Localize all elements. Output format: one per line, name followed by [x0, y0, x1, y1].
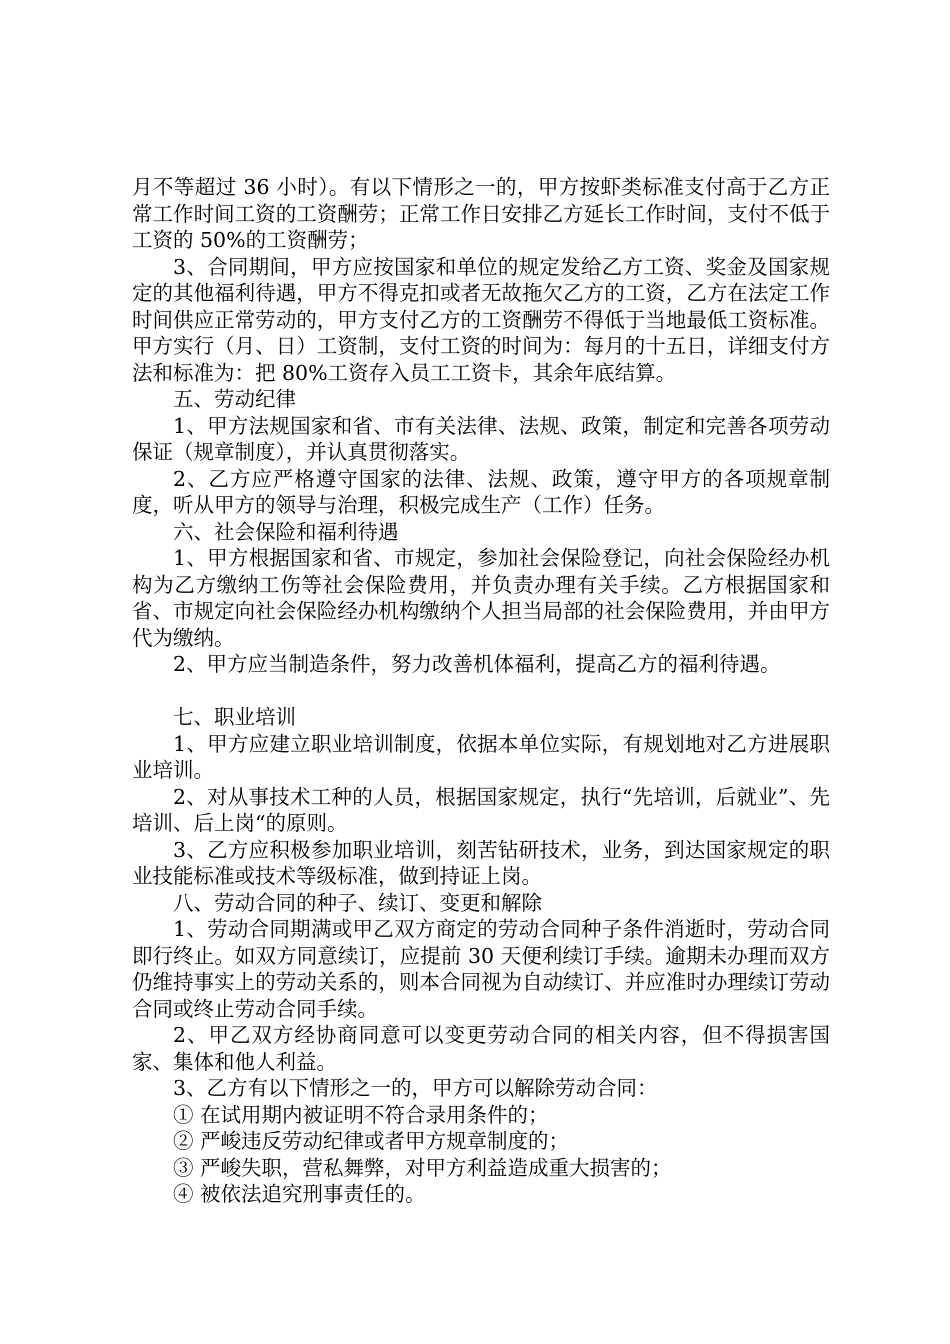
list-item-termination-1: ① 在试用期内被证明不符合录用条件的； — [173, 1102, 549, 1127]
blank-line — [132, 678, 830, 705]
paragraph-wages: 3、合同期间，甲方应按国家和单位的规定发给乙方工资、奖金及国家规定的其他福利待遇，甲方不得克扣或者无故拖欠乙方的工资，乙方在法定工作时间供应正常劳动的，甲方支付乙方的工资酬劳不得低于当地最低工资标准。甲方实行（月、日）工资制，支付工资的时间为：每月的十五日，详细支付方法和标准为：把 80%工资存入员工工资卡，其余年底结算。 — [132, 254, 830, 385]
paragraph-training-1: 1、甲方应建立职业培训制度，依据本单位实际，有规划地对乙方进展职业培训。 — [132, 731, 830, 782]
list-item-termination-4: ④ 被依法追究刑事责任的。 — [173, 1182, 426, 1206]
section-heading-contract-changes: 八、劳动合同的种子、续订、变更和解除 — [173, 890, 542, 915]
paragraph-discipline-2: 2、乙方应严格遵守国家的法律、法规、政策，遵守甲方的各项规章制度，听从甲方的领导与治理，积极完成生产（工作）任务。 — [132, 466, 830, 517]
paragraph-contract-3: 3、乙方有以下情形之一的，甲方可以解除劳动合同： — [173, 1076, 658, 1100]
section-heading-labor-discipline: 五、劳动纪律 — [173, 387, 296, 411]
paragraph-contract-1: 1、劳动合同期满或甲乙双方商定的劳动合同种子条件消逝时，劳动合同即行终止。如双方同意续订，应提前 30 天便利续订手续。逾期未办理而双方仍维持事实上的劳动关系的，则本合同视为自动续订、并应准时办理续订劳动合同或终止劳动合同手续。 — [132, 917, 830, 1021]
section-heading-social-insurance: 六、社会保险和福利待遇 — [173, 519, 399, 544]
paragraph-insurance-2: 2、甲方应当制造条件，努力改善机体福利，提高乙方的福利待遇。 — [173, 652, 781, 676]
paragraph-overtime-continuation: 月不等超过 36 小时）。有以下情形之一的，甲方按虾类标准支付高于乙方正常工作时间工资的工资酬劳；正常工作日安排乙方延长工作时间，支付不低于工资的 50%的工资酬劳； — [132, 175, 830, 252]
list-item-termination-3: ③ 严峻失职，营私舞弊，对甲方利益造成重大损害的； — [173, 1155, 672, 1180]
section-heading-vocational-training: 七、职业培训 — [173, 705, 296, 729]
paragraph-training-2: 2、对从事技术工种的人员，根据国家规定，执行“先培训，后就业”、先培训、后上岗“的原则。 — [132, 784, 830, 835]
paragraph-training-3: 3、乙方应积极参加职业培训，刻苦钻研技术，业务，到达国家规定的职业技能标准或技术等级标准，做到持证上岗。 — [132, 837, 830, 888]
paragraph-contract-2: 2、甲乙双方经协商同意可以变更劳动合同的相关内容，但不得损害国家、集体和他人利益。 — [132, 1023, 830, 1074]
document-page — [132, 174, 830, 1208]
paragraph-discipline-1: 1、甲方法规国家和省、市有关法律、法规、政策，制定和完善各项劳动保证（规章制度），并认真贯彻落实。 — [132, 413, 830, 464]
list-item-termination-2: ② 严峻违反劳动纪律或者甲方规章制度的； — [173, 1129, 570, 1153]
paragraph-insurance-1: 1、甲方根据国家和省、市规定，参加社会保险登记，向社会保险经办机构为乙方缴纳工伤等社会保险费用，并负责办理有关手续。乙方根据国家和省、市规定向社会保险经办机构缴纳个人担当局部的社会保险费用，并由甲方代为缴纳。 — [132, 546, 830, 650]
